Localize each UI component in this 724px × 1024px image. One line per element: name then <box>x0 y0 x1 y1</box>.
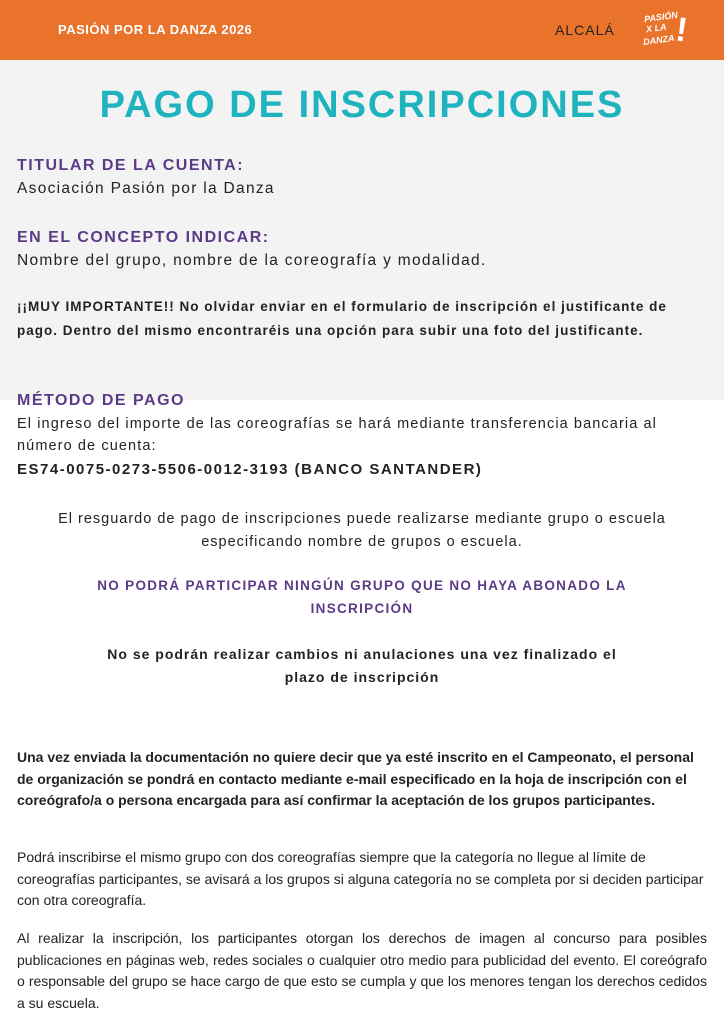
logo-line-1: PASIÓN <box>643 9 679 25</box>
titular-heading: TITULAR DE LA CUENTA: <box>17 157 245 174</box>
no-cambios-text: No se podrán realizar cambios ni anulaciones una vez finalizado el plazo de inscripción <box>107 646 617 685</box>
titular-value: Asociación Pasión por la Danza <box>17 180 275 197</box>
metodo-heading: MÉTODO DE PAGO <box>17 392 185 409</box>
event-name: PASIÓN POR LA DANZA 2026 <box>58 22 253 37</box>
city-label: ALCALÁ <box>555 22 615 38</box>
importante-note: ¡¡MUY IMPORTANTE!! No olvidar enviar en el formulario de inscripción el justificante de pago. Dentro del mismo encontraréis una opción para subir una foto del justificante. <box>17 299 667 338</box>
logo-line-3: DANZA <box>642 32 676 48</box>
page-title: PAGO DE INSCRIPCIONES <box>99 84 625 126</box>
documentacion-paragraph: Una vez enviada la documentación no quiere decir que ya esté inscrito en el Campeonato, el personal de organización se pondrá en contacto mediante e-mail especificado en la hoja de inscripción con el coreógrafo/a o persona encargada para así confirmar la aceptación de los grupos participantes. <box>17 749 694 808</box>
metodo-text: El ingreso del importe de las coreografías se hará mediante transferencia bancaria al número de cuenta: <box>17 416 657 454</box>
derechos-paragraph: Al realizar la inscripción, los participantes otorgan los derechos de imagen al concurso para posibles publicaciones en páginas web, redes sociales o cualquier otro medio para publicidad del evento. El coreógrafo o responsable del grupo se hace cargo de que esto se cumpla y que los menores tengan los derechos cedidos a su escuela. <box>17 930 707 1011</box>
logo-line-2: X LA <box>645 21 668 35</box>
warning-text: NO PODRÁ PARTICIPAR NINGÚN GRUPO QUE NO HAYA ABONADO LA INSCRIPCIÓN <box>97 578 627 616</box>
dos-coreografias-paragraph: Podrá inscribirse el mismo grupo con dos coreografías siempre que la categoría no llegue al límite de coreografías participantes, se avisará a los grupos si alguna categoría no se completa por si deciden participar con otra coreografía. <box>17 849 704 908</box>
logo-exclamation: ! <box>673 10 690 50</box>
concepto-heading: EN EL CONCEPTO INDICAR: <box>17 229 270 246</box>
account-number: ES74-0075-0273-5506-0012-3193 (BANCO SANTANDER) <box>17 461 483 478</box>
header-bar <box>0 0 724 60</box>
logo <box>640 10 690 52</box>
concepto-value: Nombre del grupo, nombre de la coreografía y modalidad. <box>17 252 487 269</box>
resguardo-text: El resguardo de pago de inscripciones puede realizarse mediante grupo o escuela especificando nombre de grupos o escuela. <box>58 511 666 550</box>
